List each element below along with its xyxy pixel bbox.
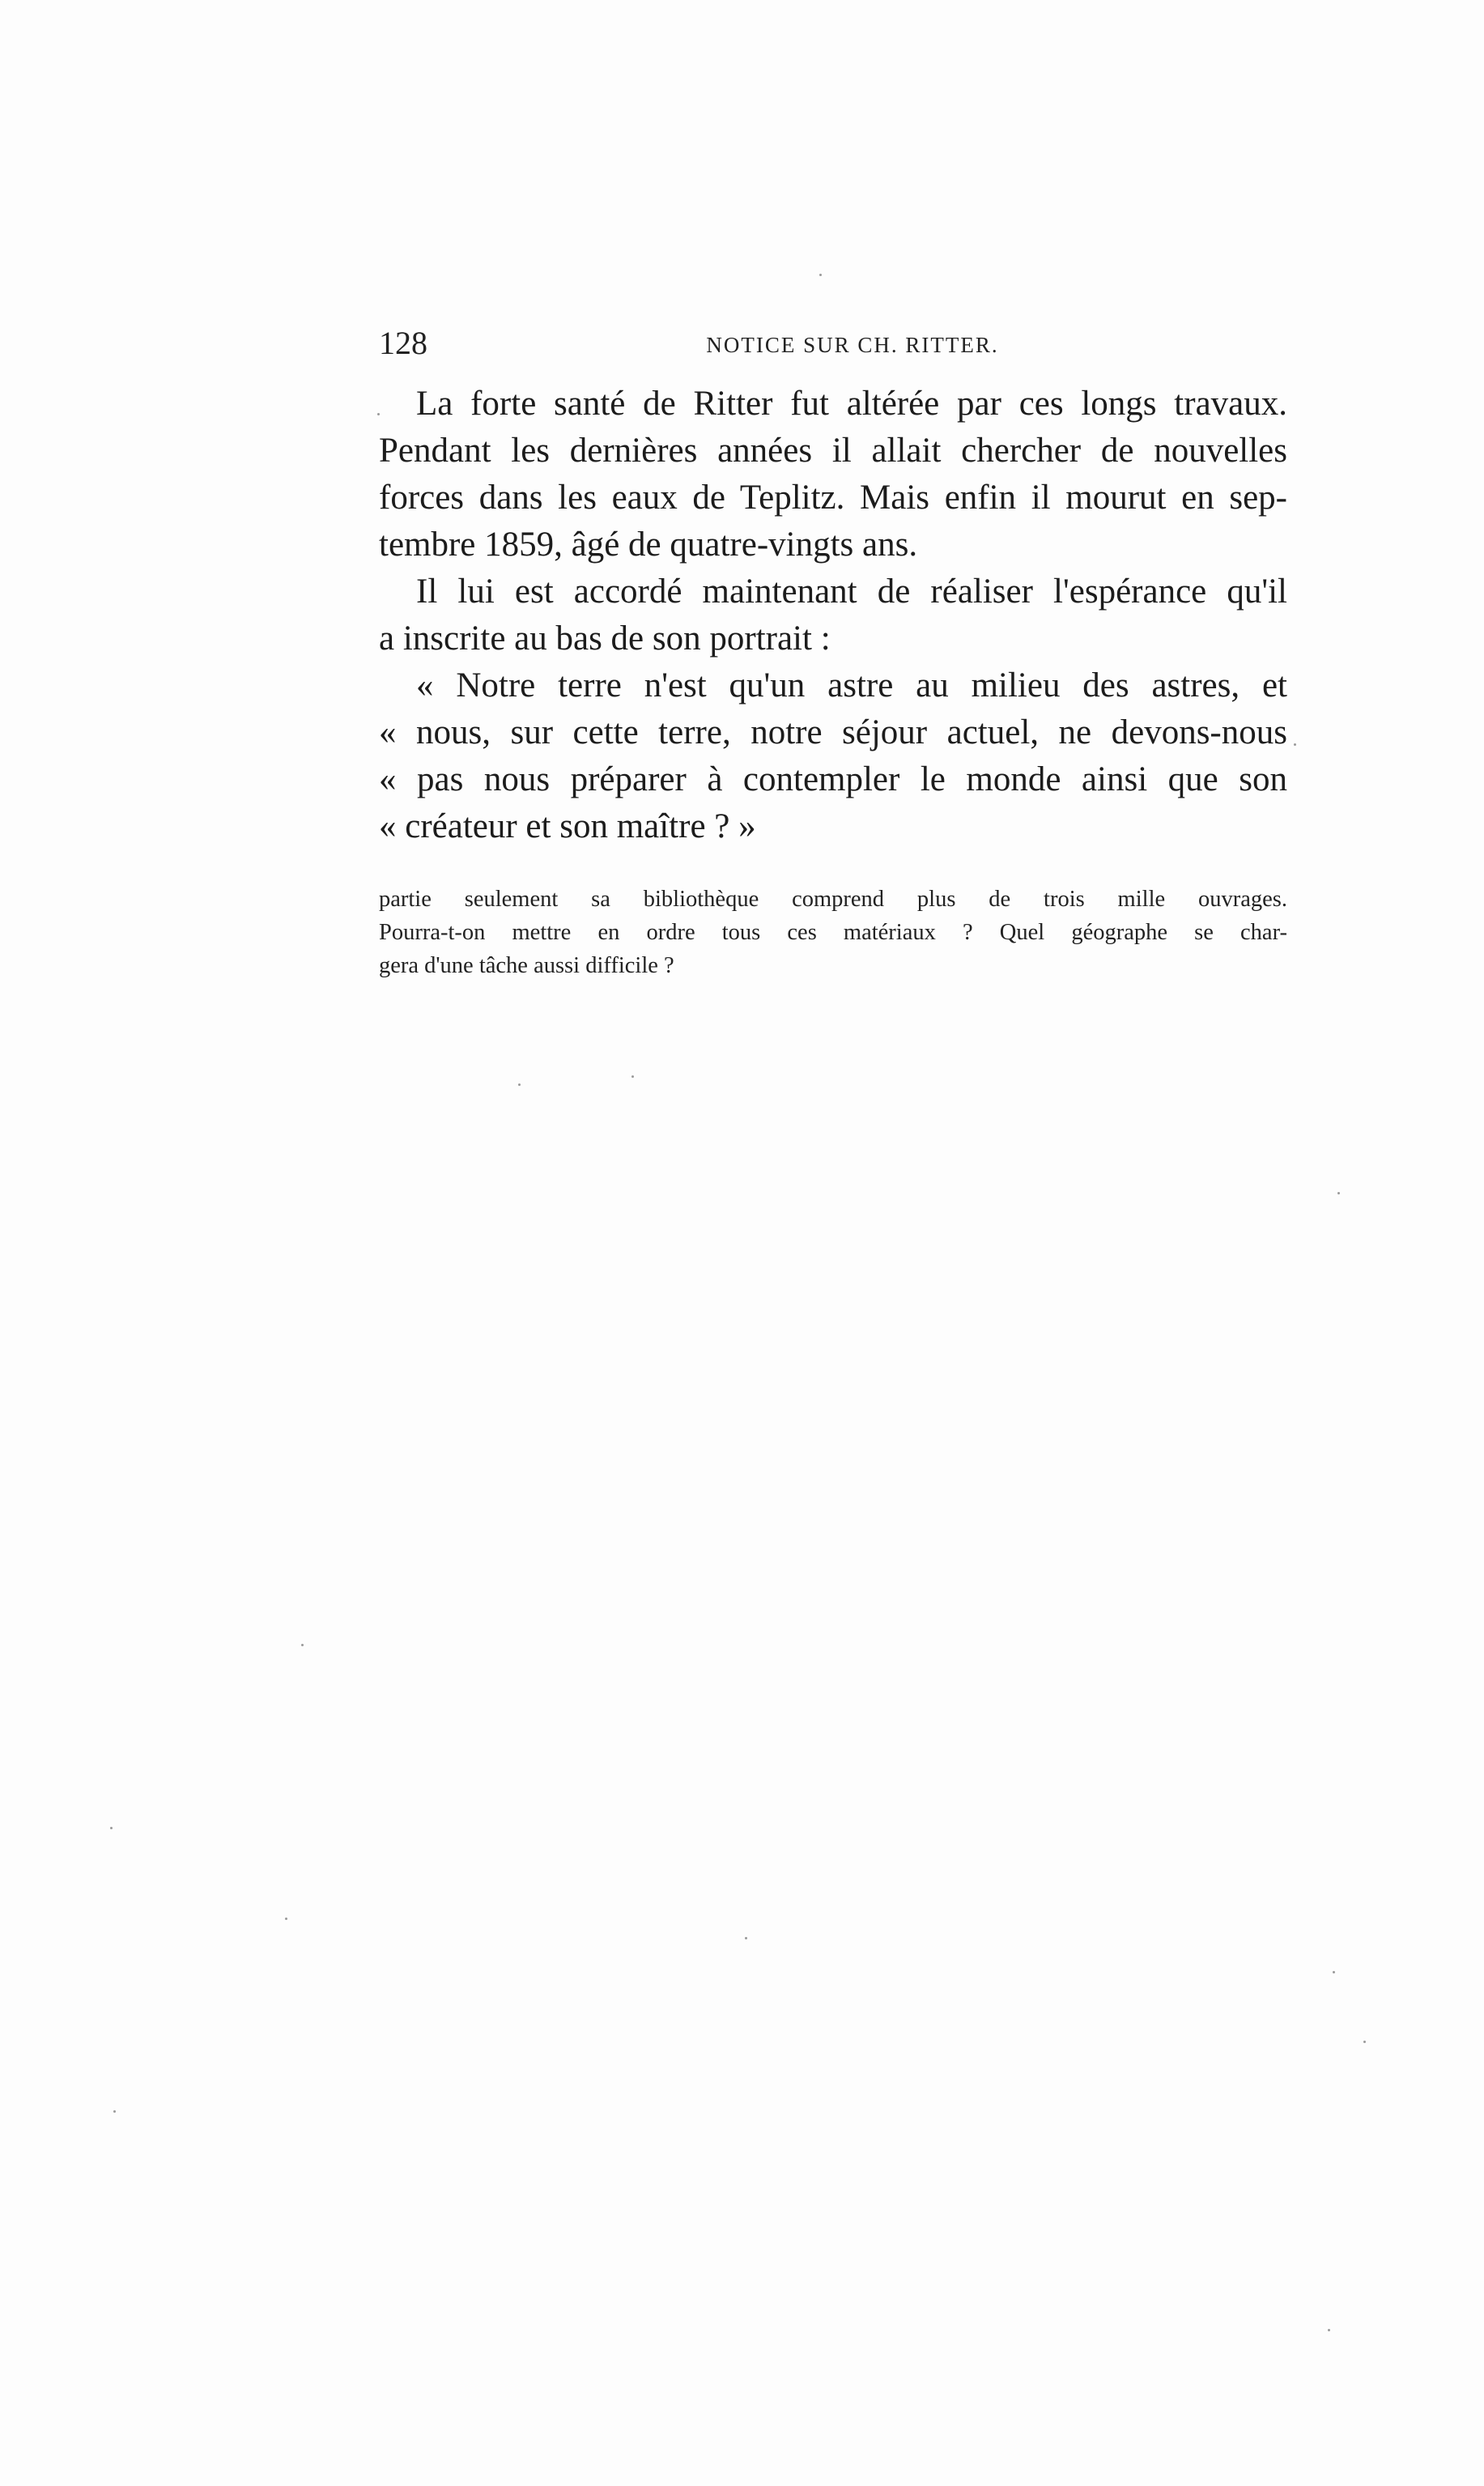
scan-speck <box>1294 743 1296 746</box>
scan-speck <box>819 274 822 276</box>
scan-speck <box>1333 1971 1335 1973</box>
scan-speck <box>631 1075 634 1078</box>
quote-line: « créateur et son maître ? » <box>379 807 756 845</box>
scan-speck <box>745 1937 747 1939</box>
paragraph-2-line: a inscrite au bas de son portrait : <box>379 619 831 658</box>
page-number: 128 <box>379 325 427 361</box>
footnote-line: partie seulement sa bibliothèque comprend plus de trois mille ouvrages. <box>379 887 1287 912</box>
scan-speck <box>377 413 380 415</box>
scan-speck <box>1337 1192 1340 1194</box>
footnote-line: gera d'une tâche aussi difficile ? <box>379 953 674 978</box>
paragraph-1-line: forces dans les eaux de Teplitz. Mais enfin il mourut en sep- <box>379 479 1287 517</box>
page-header <box>379 322 1294 371</box>
main-text <box>379 381 1287 850</box>
scan-speck <box>110 1827 113 1829</box>
paragraph-1-line: Pendant les dernières années il allait chercher de nouvelles <box>379 432 1287 470</box>
running-title: NOTICE SUR CH. RITTER. <box>706 333 999 357</box>
quote-line: « nous, sur cette terre, notre séjour actuel, ne devons-nous <box>379 713 1287 751</box>
scan-speck <box>113 2110 116 2113</box>
quote-line: « Notre terre n'est qu'un astre au milieu des astres, et <box>416 666 1287 705</box>
scan-speck <box>301 1644 304 1646</box>
scan-speck <box>285 1918 287 1920</box>
scan-speck <box>1363 2041 1366 2043</box>
footnote-line: Pourra-t-on mettre en ordre tous ces matériaux ? Quel géographe se char- <box>379 920 1287 945</box>
paragraph-1-line: tembre 1859, âgé de quatre-vingts ans. <box>379 526 918 564</box>
paragraph-1-line: La forte santé de Ritter fut altérée par ces longs travaux. <box>416 385 1287 423</box>
scan-speck <box>518 1083 521 1086</box>
paragraph-2-line: Il lui est accordé maintenant de réaliser l'espérance qu'il <box>416 573 1287 611</box>
quote-line: « pas nous préparer à contempler le monde ainsi que son <box>379 760 1287 798</box>
scan-speck <box>1328 2329 1330 2331</box>
footnote <box>379 883 1287 982</box>
